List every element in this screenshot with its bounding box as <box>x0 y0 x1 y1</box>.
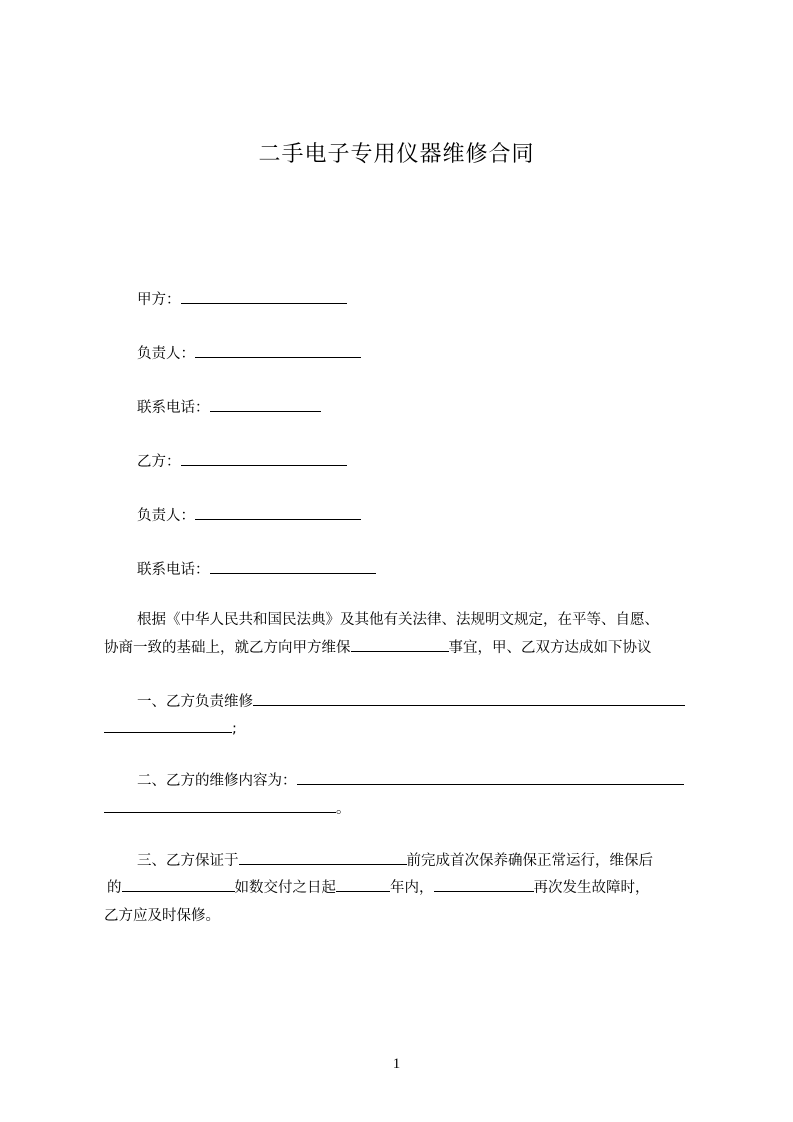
clause-2-end: 。 <box>336 801 351 817</box>
party-b-row <box>137 451 347 473</box>
party-b-phone-label: 联系电话： <box>137 562 210 578</box>
clause-2-line-1 <box>137 770 684 792</box>
party-b-responsible-label: 负责人： <box>137 508 195 524</box>
maintenance-subject-blank[interactable] <box>351 637 449 652</box>
clause-2-blank-2[interactable] <box>104 798 336 813</box>
party-a-phone-row <box>137 397 321 419</box>
preamble-text-1: 协商一致的基础上，就乙方向甲方维保 <box>104 640 351 656</box>
clause-1-blank-2[interactable] <box>104 718 232 733</box>
clause-3-text-6: 再次发生故障时， <box>533 880 650 896</box>
clause-3-text-3: 的 <box>107 880 122 896</box>
clause-3-text-1: 三、乙方保证于 <box>137 853 239 869</box>
party-b-label: 乙方： <box>137 454 181 470</box>
clause-2-blank-1[interactable] <box>297 770 684 785</box>
party-a-responsible-blank[interactable] <box>195 343 361 358</box>
clause-3-line-2 <box>107 877 650 899</box>
condition-blank[interactable] <box>434 877 534 892</box>
clause-1-line-1 <box>137 691 685 713</box>
clause-1-text: 一、乙方负责维修 <box>137 694 253 710</box>
page-number: 1 <box>392 1056 401 1072</box>
party-a-label: 甲方： <box>137 292 181 308</box>
clause-2-text: 二、乙方的维修内容为： <box>137 773 297 789</box>
years-blank[interactable] <box>336 877 390 892</box>
clause-1-line-2 <box>104 718 237 740</box>
party-a-blank[interactable] <box>181 289 347 304</box>
party-b-responsible-row <box>137 505 361 527</box>
party-a-responsible-row <box>137 343 361 365</box>
clause-3-line-1 <box>137 850 653 872</box>
party-a-row <box>137 289 347 311</box>
party-b-phone-row <box>137 559 376 581</box>
party-b-responsible-blank[interactable] <box>195 505 361 520</box>
equipment-blank[interactable] <box>122 877 235 892</box>
clause-3-text-2: 前完成首次保养确保正常运行，维保后 <box>406 853 653 869</box>
party-a-responsible-label: 负责人： <box>137 346 195 362</box>
party-b-phone-blank[interactable] <box>210 559 376 574</box>
preamble-line-1: 根据《中华人民共和国民法典》及其他有关法律、法规明文规定，在平等、自愿、 <box>137 612 659 628</box>
party-b-blank[interactable] <box>181 451 347 466</box>
party-a-phone-label: 联系电话： <box>137 400 210 416</box>
clause-3-text-5: 年内， <box>390 880 434 896</box>
clause-1-end: ; <box>232 721 237 737</box>
clause-1-blank-1[interactable] <box>253 691 685 706</box>
completion-date-blank[interactable] <box>239 850 407 865</box>
clause-3-text-4: 如数交付之日起 <box>234 880 336 896</box>
clause-2-line-2 <box>104 798 351 820</box>
preamble-text-2: 事宜，甲、乙双方达成如下协议 <box>448 640 652 656</box>
document-title: 二手电子专用仪器维修合同 <box>258 142 535 167</box>
preamble-line-2 <box>104 637 652 659</box>
clause-3-line-3: 乙方应及时保修。 <box>104 908 220 924</box>
party-a-phone-blank[interactable] <box>210 397 321 412</box>
